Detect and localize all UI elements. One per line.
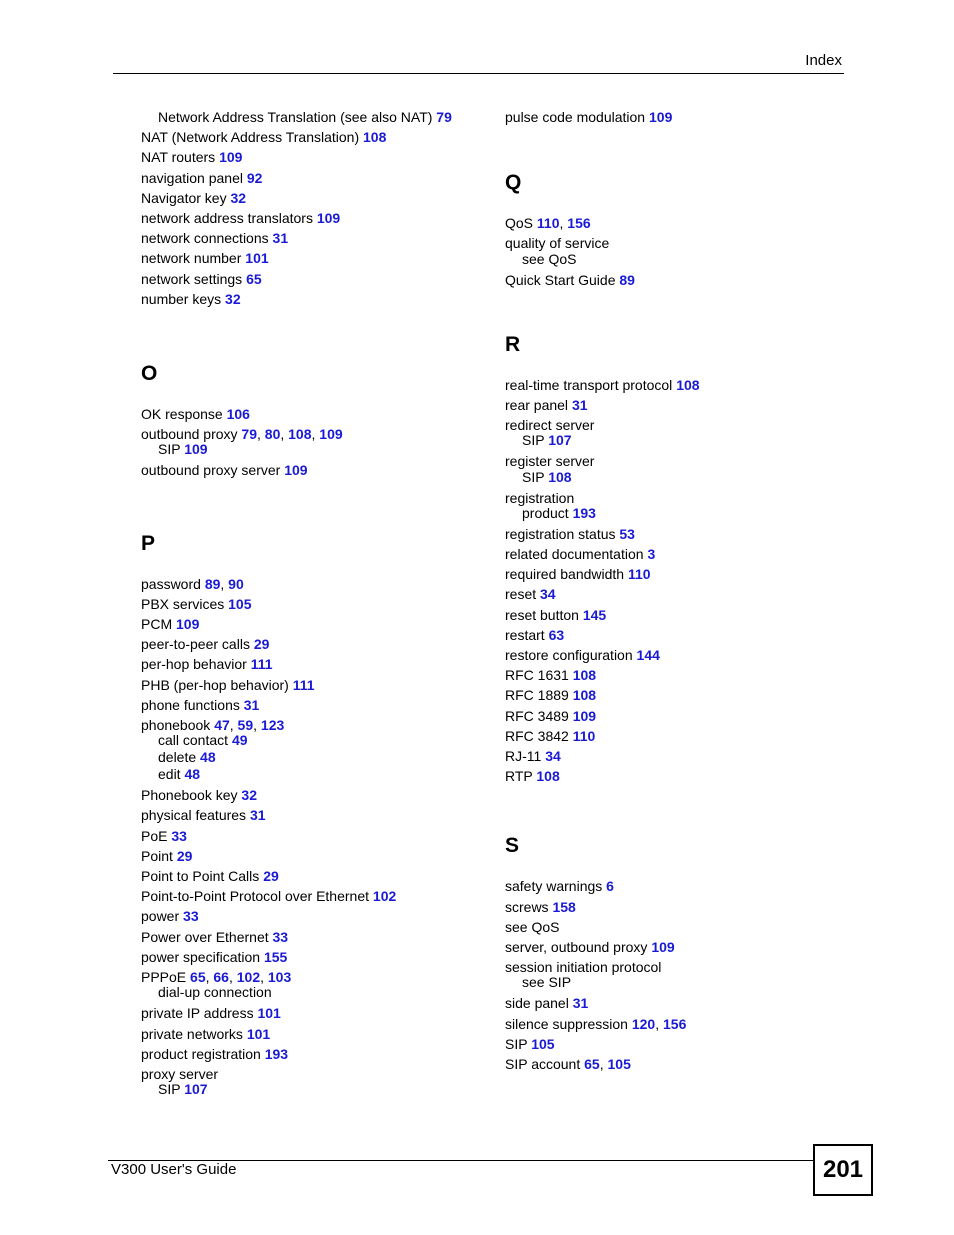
entry-term: PPPoE (141, 969, 187, 986)
index-entry (505, 605, 845, 625)
page-link[interactable]: 34 (540, 586, 556, 603)
index-section (505, 332, 845, 787)
page-link[interactable]: 108 (363, 129, 387, 146)
index-entry (141, 208, 481, 228)
page-link[interactable]: 110 (572, 727, 596, 744)
entry-term: NAT (Network Address Translation) (141, 129, 360, 146)
page-separator: , (229, 717, 238, 734)
index-section (505, 170, 845, 290)
entry-term: SIP (505, 1035, 528, 1052)
entry-term: phonebook (141, 717, 211, 734)
index-entry (505, 645, 845, 665)
entry-term: power specification (141, 948, 261, 965)
entry-term: pulse code modulation (505, 109, 646, 125)
page-link[interactable]: 53 (619, 525, 635, 542)
entry-term: quality of service (505, 235, 610, 252)
entry-term: side panel (505, 995, 569, 1012)
entry-term: screws (505, 898, 549, 915)
index-entry (505, 107, 845, 127)
entry-term: outbound proxy (141, 426, 238, 443)
index-entry (141, 1024, 481, 1044)
page-link[interactable]: 109 (176, 616, 200, 633)
index-subentry (505, 432, 845, 449)
index-entry (141, 228, 481, 248)
page-link[interactable]: 79 (241, 426, 257, 443)
page-link[interactable]: 48 (184, 766, 201, 783)
index-entry (141, 866, 481, 886)
entry-term: SIP account (505, 1056, 581, 1073)
entry-term: power (141, 908, 180, 925)
section-letter: S (505, 834, 520, 858)
page-link[interactable]: 33 (272, 928, 289, 945)
entry-term: Navigator key (141, 189, 227, 206)
index-entry (505, 544, 845, 564)
index-subentry (141, 766, 481, 783)
entry-term: network settings (141, 270, 243, 287)
entry-term: silence suppression (505, 1015, 628, 1032)
page-link[interactable]: 90 (228, 575, 244, 592)
page-link[interactable]: 29 (263, 868, 279, 885)
page-link[interactable]: 33 (183, 908, 199, 925)
index-entry (141, 906, 481, 926)
entry-term: rear panel (505, 397, 569, 414)
entry-term: product registration (141, 1045, 261, 1062)
page-separator: , (220, 575, 229, 592)
entry-term: RFC 3842 (505, 727, 569, 744)
entry-term: required bandwidth (505, 566, 625, 583)
page-link[interactable]: 32 (241, 787, 257, 804)
page-link[interactable]: 31 (243, 696, 260, 713)
entry-term: SIP (522, 432, 545, 449)
entry-term: proxy server (141, 1065, 219, 1082)
entry-term: network connections (141, 230, 269, 247)
page-link[interactable]: 105 (607, 1056, 631, 1073)
entry-term: see QoS (522, 250, 577, 267)
page-link[interactable]: 33 (171, 827, 187, 844)
page-link[interactable]: 89 (619, 271, 635, 288)
page-link[interactable]: 109 (284, 462, 308, 479)
index-entry (141, 675, 481, 695)
index-entry (141, 634, 481, 654)
entry-term: Point (141, 847, 173, 864)
index-entry (141, 927, 481, 947)
page-link[interactable]: 89 (204, 575, 221, 592)
entry-term: restore configuration (505, 647, 633, 664)
page-link[interactable]: 101 (245, 250, 269, 267)
entry-term: SIP (522, 468, 545, 485)
index-entry (141, 1044, 481, 1064)
index-entry (141, 785, 481, 805)
index-entry (505, 584, 845, 604)
index-entry (505, 375, 845, 395)
entry-term: Point to Point Calls (141, 868, 260, 885)
page-link[interactable]: 109 (572, 707, 597, 724)
page-link[interactable]: 108 (676, 376, 700, 393)
page-link[interactable]: 156 (567, 215, 591, 232)
entry-term: see SIP (522, 974, 572, 991)
index-entry (505, 625, 845, 645)
page-link[interactable]: 145 (582, 606, 607, 623)
index-column-left (141, 107, 481, 1098)
index-subentry (505, 505, 845, 522)
page-link[interactable]: 110 (536, 215, 560, 232)
entry-term: RFC 3489 (505, 707, 569, 724)
page-link[interactable]: 6 (606, 878, 614, 895)
page-link[interactable]: 66 (213, 969, 229, 986)
entry-term: related documentation (505, 546, 644, 563)
index-entry (505, 706, 845, 726)
page-link[interactable]: 108 (572, 667, 597, 684)
page-link[interactable]: 155 (263, 948, 288, 965)
entry-term: network address translators (141, 210, 313, 227)
index-subentry (141, 732, 481, 749)
entry-term: number keys (141, 290, 222, 307)
page-link[interactable]: 109 (319, 426, 343, 443)
page-link[interactable]: 32 (230, 189, 247, 206)
page-link[interactable]: 101 (257, 1005, 281, 1022)
header-rule (113, 73, 844, 74)
page-link[interactable]: 109 (219, 149, 243, 166)
entry-term: network number (141, 250, 242, 267)
index-entry (141, 594, 481, 614)
entry-term: navigation panel (141, 169, 243, 186)
entry-term: PHB (per-hop behavior) (141, 676, 289, 693)
index-entry (141, 147, 481, 167)
entry-term: registration status (505, 525, 616, 542)
index-column-right (505, 107, 845, 1074)
index-section (505, 107, 845, 127)
entry-term: session initiation protocol (505, 959, 662, 976)
page-link[interactable]: 47 (214, 717, 230, 734)
page-link[interactable]: 156 (663, 1015, 687, 1032)
entry-term: Power over Ethernet (141, 928, 269, 945)
page-link[interactable]: 3 (647, 546, 656, 563)
page-link[interactable]: 108 (572, 687, 597, 704)
entry-term: private networks (141, 1025, 243, 1042)
entry-term: outbound proxy server (141, 462, 281, 479)
page-link[interactable]: 108 (288, 426, 312, 443)
entry-term: phone functions (141, 696, 240, 713)
entry-term: Quick Start Guide (505, 271, 616, 288)
index-entry (505, 917, 845, 937)
index-subentry (141, 749, 481, 766)
entry-term: PoE (141, 827, 168, 844)
entry-term: Point-to-Point Protocol over Ethernet (141, 888, 370, 905)
entry-term: OK response (141, 406, 223, 423)
entry-term: password (141, 575, 201, 592)
index-entry (141, 107, 481, 127)
index-subentry (141, 984, 481, 1001)
page-link[interactable]: 105 (228, 595, 252, 612)
page-link[interactable]: 59 (237, 717, 254, 734)
index-subentry (505, 469, 845, 486)
page-link[interactable]: 65 (584, 1056, 600, 1073)
index-section (505, 833, 845, 1074)
entry-term: RFC 1631 (505, 667, 569, 684)
page-link[interactable]: 103 (267, 969, 292, 986)
index-entry (141, 404, 481, 424)
page-separator: , (655, 1015, 663, 1032)
entry-term: register server (505, 453, 595, 470)
index-entry (505, 270, 845, 290)
page-link[interactable]: 107 (548, 432, 572, 449)
page-link[interactable]: 102 (372, 888, 397, 905)
index-entry (505, 524, 845, 544)
entry-term: delete (158, 749, 197, 766)
page-link[interactable]: 31 (249, 807, 266, 824)
entry-term: per-hop behavior (141, 656, 247, 673)
entry-term: redirect server (505, 417, 595, 434)
entry-term: physical features (141, 807, 247, 824)
page-number-box (813, 1144, 873, 1196)
page-link[interactable]: 29 (176, 847, 193, 864)
index-subentry (505, 974, 845, 991)
index-entry (505, 1014, 845, 1034)
index-entry (141, 886, 481, 906)
page-link[interactable]: 109 (316, 210, 341, 227)
page-link[interactable]: 101 (246, 1025, 271, 1042)
index-entry (505, 1034, 845, 1054)
index-entry (505, 897, 845, 917)
page-link[interactable]: 123 (260, 717, 285, 734)
index-entry (141, 188, 481, 208)
page-separator: , (311, 426, 320, 443)
index-entry (505, 564, 845, 584)
index-entry (505, 395, 845, 415)
index-entry (141, 127, 481, 147)
index-entry (141, 826, 481, 846)
section-letter: O (141, 362, 158, 386)
section-letter: R (505, 332, 521, 356)
page-link[interactable]: 193 (572, 504, 596, 521)
page-link[interactable]: 31 (572, 995, 589, 1012)
entry-term: see QoS (505, 918, 560, 935)
page-link[interactable]: 193 (264, 1045, 289, 1062)
page-link[interactable]: 79 (436, 109, 452, 125)
index-section (141, 531, 481, 1098)
index-entry (505, 726, 845, 746)
page-separator: , (280, 426, 289, 443)
index-entry (505, 1054, 845, 1074)
entry-term: reset (505, 586, 537, 603)
entry-term: call contact (158, 732, 229, 749)
index-entry (505, 665, 845, 685)
page-link[interactable]: 80 (264, 426, 281, 443)
page-number: 201 (822, 1156, 864, 1183)
index-entry (141, 574, 481, 594)
page-link[interactable]: 65 (246, 270, 262, 287)
page-separator: , (228, 969, 237, 986)
page-separator: , (205, 969, 214, 986)
index-entry (141, 168, 481, 188)
entry-term: registration (505, 489, 575, 506)
index-section (141, 361, 481, 481)
index-entry (505, 993, 845, 1013)
index-entry (505, 213, 845, 233)
page-link[interactable]: 158 (552, 898, 576, 915)
entry-term: dial-up connection (158, 984, 272, 1001)
page-link[interactable]: 63 (548, 626, 565, 643)
index-subentry (141, 1081, 481, 1098)
entry-term: restart (505, 626, 545, 643)
header-title: Index (805, 52, 842, 69)
entry-term: peer-to-peer calls (141, 636, 250, 653)
entry-term: reset button (505, 606, 579, 623)
section-letter: P (141, 531, 156, 555)
index-subentry (505, 251, 845, 268)
index-entry (141, 846, 481, 866)
page-separator: , (599, 1056, 608, 1073)
page-link[interactable]: 120 (631, 1015, 656, 1032)
page-link[interactable]: 111 (292, 676, 315, 693)
page-link[interactable]: 49 (231, 732, 248, 749)
section-letter: Q (505, 171, 522, 195)
entry-term: SIP (158, 1081, 181, 1098)
index-entry (141, 614, 481, 634)
index-entry (505, 746, 845, 766)
index-entry (141, 269, 481, 289)
page-link[interactable]: 111 (250, 656, 273, 673)
page-link[interactable]: 110 (627, 566, 651, 583)
entry-term: private IP address (141, 1005, 254, 1022)
page-link[interactable]: 102 (236, 969, 261, 986)
entry-term: product (522, 504, 569, 521)
page-link[interactable]: 144 (636, 647, 660, 664)
entry-term: RTP (505, 768, 533, 785)
index-entry (141, 654, 481, 674)
page-link[interactable]: 92 (246, 169, 263, 186)
entry-term: RJ-11 (505, 748, 542, 765)
index-entry (141, 1003, 481, 1023)
page-link[interactable]: 65 (190, 969, 206, 986)
page-link[interactable]: 31 (571, 397, 588, 414)
page-link[interactable]: 31 (272, 230, 289, 247)
index-entry (141, 805, 481, 825)
index-entry (505, 766, 845, 786)
index-entry (141, 248, 481, 268)
page-link[interactable]: 48 (200, 749, 216, 766)
page-link[interactable]: 32 (225, 290, 241, 307)
entry-term: QoS (505, 215, 534, 232)
page-separator: , (260, 969, 268, 986)
index-entry (505, 937, 845, 957)
page-separator: , (257, 426, 265, 443)
entry-term: server, outbound proxy (505, 939, 648, 956)
index-entry (141, 460, 481, 480)
page-link[interactable]: 107 (184, 1081, 208, 1098)
page-link[interactable]: 109 (651, 939, 675, 956)
entry-term: PCM (141, 616, 173, 633)
page-link[interactable]: 106 (226, 406, 250, 423)
index-entry (505, 876, 845, 896)
index-entry (505, 685, 845, 705)
footer-guide-title: V300 User's Guide (111, 1161, 237, 1178)
page-link[interactable]: 108 (536, 768, 560, 785)
page-link[interactable]: 34 (545, 748, 561, 765)
page-link[interactable]: 105 (531, 1035, 555, 1052)
entry-term: NAT routers (141, 149, 216, 166)
index-entry (141, 289, 481, 309)
entry-term: safety warnings (505, 878, 603, 895)
index-section (141, 107, 481, 309)
entry-term: Phonebook key (141, 787, 238, 804)
entry-term: RFC 1889 (505, 687, 569, 704)
page-link[interactable]: 108 (548, 468, 572, 485)
index-entry (141, 947, 481, 967)
entry-term: SIP (158, 441, 181, 458)
entry-term: PBX services (141, 595, 225, 612)
page-link[interactable]: 29 (253, 636, 270, 653)
page-separator: , (559, 215, 568, 232)
index-entry (141, 695, 481, 715)
page-link[interactable]: 109 (184, 441, 208, 458)
entry-term: Network Address Translation (see also NAT) (158, 109, 433, 125)
entry-term: edit (158, 766, 181, 783)
page-separator: , (253, 717, 261, 734)
entry-term: real-time transport protocol (505, 376, 673, 393)
page-link[interactable]: 109 (649, 109, 673, 125)
